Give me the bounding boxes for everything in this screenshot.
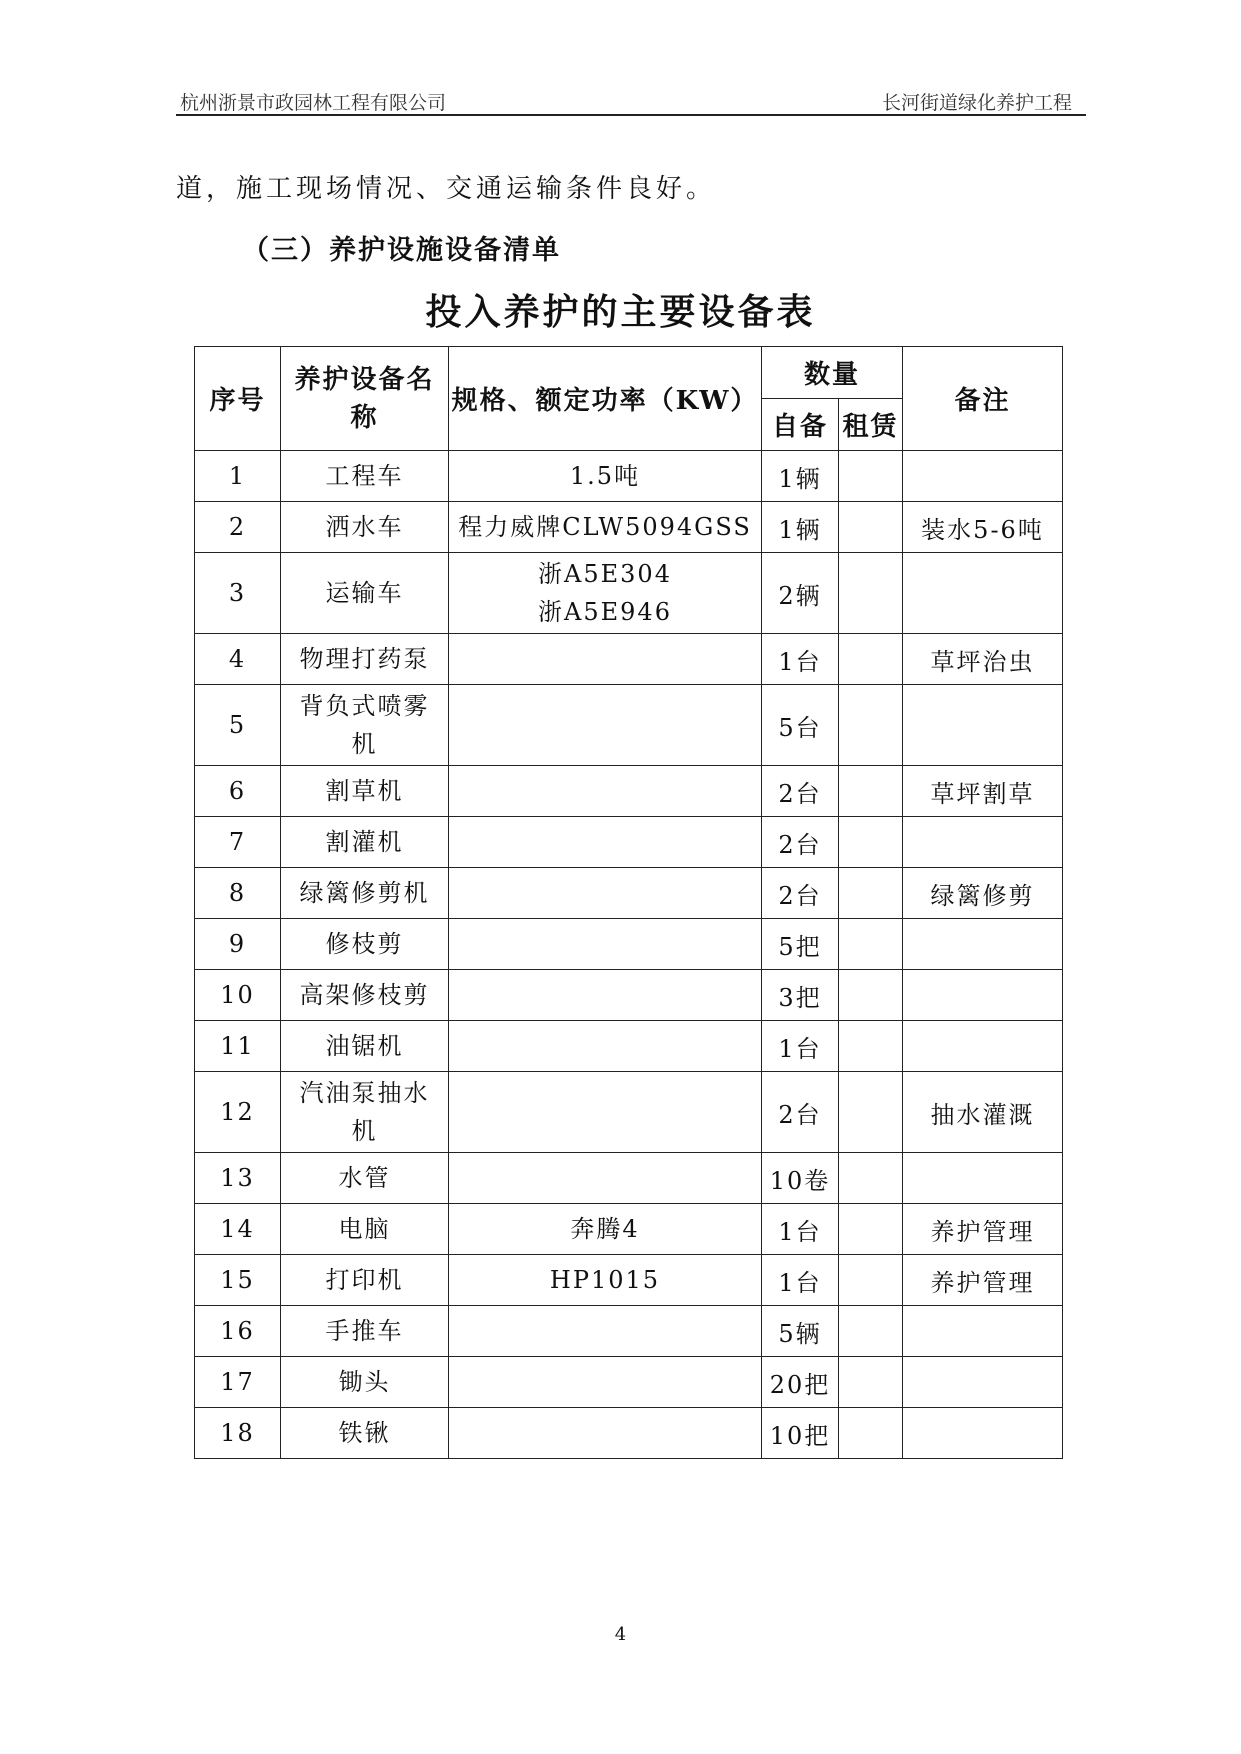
cell-spec: 1.5吨: [449, 451, 762, 502]
cell-own: 5把: [762, 919, 839, 970]
cell-name: 油锯机: [281, 1021, 449, 1072]
table-row: [195, 1204, 1063, 1255]
cell-no: 12: [195, 1072, 281, 1153]
cell-no: 17: [195, 1357, 281, 1408]
cell-remark: [903, 1153, 1063, 1204]
header-rent: 租赁: [839, 399, 903, 451]
cell-remark: 绿篱修剪: [903, 868, 1063, 919]
cell-rent: [839, 502, 903, 553]
cell-remark: [903, 1021, 1063, 1072]
header-spec: 规格、额定功率（KW）: [449, 347, 762, 451]
cell-rent: [839, 1021, 903, 1072]
cell-name: 打印机: [281, 1255, 449, 1306]
cell-name: 运输车: [281, 553, 449, 634]
cell-name: 绿篱修剪机: [281, 868, 449, 919]
cell-spec: 程力威牌CLW5094GSS: [449, 502, 762, 553]
equipment-table: [194, 346, 1063, 1459]
cell-own: 2台: [762, 817, 839, 868]
cell-own: 20把: [762, 1357, 839, 1408]
cell-spec: [449, 634, 762, 685]
cell-name: 洒水车: [281, 502, 449, 553]
cell-no: 9: [195, 919, 281, 970]
cell-no: 10: [195, 970, 281, 1021]
cell-own: 1辆: [762, 451, 839, 502]
cell-no: 7: [195, 817, 281, 868]
cell-remark: [903, 817, 1063, 868]
cell-no: 13: [195, 1153, 281, 1204]
cell-name: 锄头: [281, 1357, 449, 1408]
cell-rent: [839, 1204, 903, 1255]
cell-remark: 装水5-6吨: [903, 502, 1063, 553]
header-remark: 备注: [903, 347, 1063, 451]
cell-own: 2辆: [762, 553, 839, 634]
cell-remark: [903, 970, 1063, 1021]
cell-remark: [903, 1408, 1063, 1459]
cell-no: 2: [195, 502, 281, 553]
cell-rent: [839, 817, 903, 868]
header-no: 序号: [195, 347, 281, 451]
cell-no: 18: [195, 1408, 281, 1459]
table-title: 投入养护的主要设备表: [425, 291, 816, 333]
cell-no: 5: [195, 685, 281, 766]
table-row: [195, 553, 1063, 634]
table-row: [195, 502, 1063, 553]
cell-spec: [449, 1072, 762, 1153]
header-company: 杭州浙景市政园林工程有限公司: [180, 92, 447, 114]
cell-spec: [449, 919, 762, 970]
cell-remark: 抽水灌溉: [903, 1072, 1063, 1153]
cell-remark: [903, 553, 1063, 634]
cell-name: 修枝剪: [281, 919, 449, 970]
cell-no: 14: [195, 1204, 281, 1255]
table-row: [195, 685, 1063, 766]
cell-rent: [839, 685, 903, 766]
table-row: [195, 1021, 1063, 1072]
cell-name: 高架修枝剪: [281, 970, 449, 1021]
table-row: [195, 1408, 1063, 1459]
cell-own: 2台: [762, 1072, 839, 1153]
cell-spec: [449, 1306, 762, 1357]
cell-spec: [449, 1357, 762, 1408]
cell-spec: [449, 817, 762, 868]
cell-rent: [839, 766, 903, 817]
cell-own: 5台: [762, 685, 839, 766]
cell-own: 1台: [762, 1255, 839, 1306]
cell-name: 背负式喷雾机: [281, 685, 449, 766]
table-row: [195, 1306, 1063, 1357]
cell-name: 汽油泵抽水机: [281, 1072, 449, 1153]
table-row: [195, 766, 1063, 817]
header-quantity: 数量: [762, 347, 903, 399]
cell-rent: [839, 919, 903, 970]
cell-no: 16: [195, 1306, 281, 1357]
cell-no: 15: [195, 1255, 281, 1306]
cell-no: 11: [195, 1021, 281, 1072]
table-row: [195, 634, 1063, 685]
cell-no: 8: [195, 868, 281, 919]
header-project: 长河街道绿化养护工程: [881, 92, 1072, 114]
table-row: [195, 1072, 1063, 1153]
cell-name: 水管: [281, 1153, 449, 1204]
cell-rent: [839, 634, 903, 685]
table-row: [195, 1357, 1063, 1408]
cell-remark: [903, 451, 1063, 502]
table-row: [195, 970, 1063, 1021]
cell-spec: [449, 970, 762, 1021]
cell-own: 1台: [762, 1204, 839, 1255]
cell-spec: [449, 1153, 762, 1204]
cell-name: 割草机: [281, 766, 449, 817]
cell-spec: [449, 766, 762, 817]
cell-no: 3: [195, 553, 281, 634]
cell-rent: [839, 970, 903, 1021]
cell-rent: [839, 1072, 903, 1153]
cell-own: 2台: [762, 766, 839, 817]
cell-own: 1台: [762, 634, 839, 685]
table-row: [195, 1153, 1063, 1204]
table-row: [195, 1255, 1063, 1306]
cell-no: 6: [195, 766, 281, 817]
cell-own: 1辆: [762, 502, 839, 553]
cell-no: 1: [195, 451, 281, 502]
page-number: 4: [614, 1624, 627, 1645]
cell-name: 物理打药泵: [281, 634, 449, 685]
cell-remark: [903, 919, 1063, 970]
cell-spec: 浙A5E304 浙A5E946: [449, 553, 762, 634]
cell-spec: [449, 1021, 762, 1072]
cell-name: 铁锹: [281, 1408, 449, 1459]
cell-name: 割灌机: [281, 817, 449, 868]
cell-rent: [839, 1306, 903, 1357]
cell-remark: 养护管理: [903, 1255, 1063, 1306]
cell-remark: 草坪割草: [903, 766, 1063, 817]
cell-remark: [903, 685, 1063, 766]
table-row: [195, 451, 1063, 502]
cell-rent: [839, 1153, 903, 1204]
cell-spec: [449, 1408, 762, 1459]
cell-rent: [839, 553, 903, 634]
table-row: [195, 868, 1063, 919]
cell-rent: [839, 451, 903, 502]
cell-spec: HP1015: [449, 1255, 762, 1306]
header-own: 自备: [762, 399, 839, 451]
cell-rent: [839, 1408, 903, 1459]
cell-own: 10把: [762, 1408, 839, 1459]
cell-own: 1台: [762, 1021, 839, 1072]
cell-spec: [449, 868, 762, 919]
cell-remark: 草坪治虫: [903, 634, 1063, 685]
table-row: [195, 919, 1063, 970]
cell-remark: 养护管理: [903, 1204, 1063, 1255]
cell-own: 2台: [762, 868, 839, 919]
cell-no: 4: [195, 634, 281, 685]
cell-name: 手推车: [281, 1306, 449, 1357]
header-name: 养护设备名称: [281, 347, 449, 451]
section-heading: （三）养护设施设备清单: [242, 235, 561, 266]
cell-name: 电脑: [281, 1204, 449, 1255]
body-text: 道，施工现场情况、交通运输条件良好。: [176, 174, 717, 204]
cell-rent: [839, 868, 903, 919]
cell-rent: [839, 1255, 903, 1306]
cell-name: 工程车: [281, 451, 449, 502]
cell-spec: [449, 685, 762, 766]
page-header: [176, 86, 1086, 116]
cell-spec: 奔腾4: [449, 1204, 762, 1255]
cell-own: 5辆: [762, 1306, 839, 1357]
table-row: [195, 817, 1063, 868]
cell-remark: [903, 1357, 1063, 1408]
cell-rent: [839, 1357, 903, 1408]
cell-remark: [903, 1306, 1063, 1357]
cell-own: 3把: [762, 970, 839, 1021]
cell-own: 10卷: [762, 1153, 839, 1204]
